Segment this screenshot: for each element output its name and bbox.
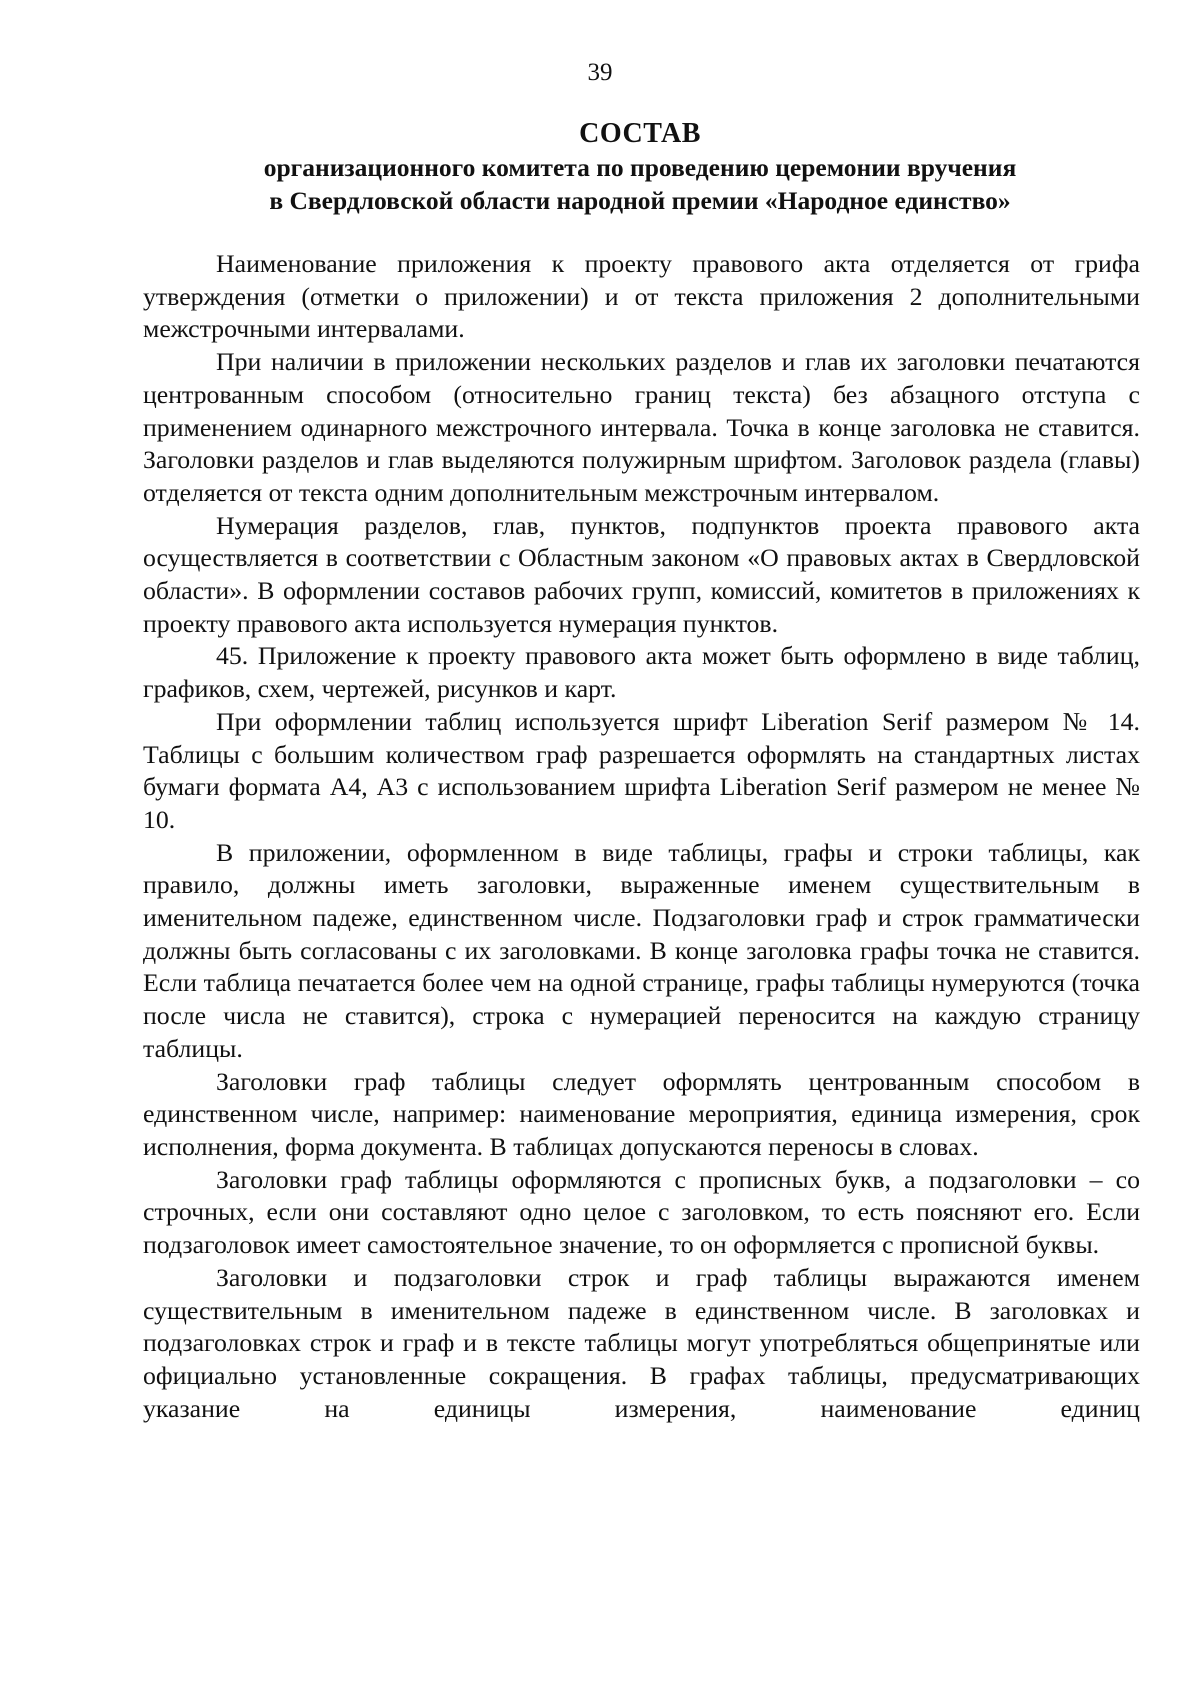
paragraph-continued: Заголовки и подзаголовки строк и граф таблицы выражаются именем существительным в именительном падеже в единственном числе. В заголовках и подзаголовках строк и граф и в тексте таблицы могут употребляться общепринятые или официально установленные сокращения. В графах таблицы, предусматривающих указание на единицы измерения, наименование единиц <box>143 1262 1140 1423</box>
body-text <box>143 248 1140 1425</box>
paragraph: 45. Приложение к проекту правового акта может быть оформлено в виде таблиц, графиков, схем, чертежей, рисунков и карт. <box>143 641 1140 704</box>
paragraph: Нумерация разделов, глав, пунктов, подпунктов проекта правового акта осуществляется в соответствии с Областным законом «О правовых актах в Свердловской области». В оформлении составов рабочих групп, комиссий, комитетов в приложениях к проекту правового акта используется нумерация пунктов. <box>143 510 1140 638</box>
paragraph: В приложении, оформленном в виде таблицы, графы и строки таблицы, как правило, должны иметь заголовки, выраженные именем существительным в именительном падеже, единственном числе. Подзаголовки граф и строк грамматически должны быть согласованы с их заголовками. В конце заголовка графы точка не ставится. Если таблица печатается более чем на одной странице, графы таблицы нумеруются (точка после числа не ставится), строка с нумерацией переносится на каждую страницу таблицы. <box>143 837 1140 1063</box>
paragraph: При оформлении таблиц используется шрифт Liberation Serif размером № 14. Таблицы с большим количеством граф разрешается оформлять на стандартных листах бумаги формата А4, А3 с использованием шрифта Liberation Serif размером не менее № 10. <box>143 706 1140 834</box>
document-heading <box>140 117 1140 217</box>
paragraph: При наличии в приложении нескольких разделов и глав их заголовки печатаются центрованным способом (относительно границ текста) без абзацного отступа с применением одинарного межстрочного интервала. Точка в конце заголовка не ставится. Заголовки разделов и глав выделяются полужирным шрифтом. Заголовок раздела (главы) отделяется от текста одним дополнительным межстрочным интервалом. <box>143 347 1140 507</box>
heading-subtitle-line-1: организационного комитета по проведению церемонии вручения <box>263 153 1017 182</box>
paragraph: Заголовки граф таблицы следует оформлять центрованным способом в единственном числе, например: наименование мероприятия, единица измерения, срок исполнения, форма документа. В таблицах допускаются переносы в словах. <box>143 1066 1140 1161</box>
heading-subtitle-line-2: в Свердловской области народной премии «Народное единство» <box>269 186 1011 215</box>
heading-title: СОСТАВ <box>579 118 701 149</box>
paragraph: Заголовки граф таблицы оформляются с прописных букв, а подзаголовки – со строчных, если они составляют одно целое с заголовком, то есть поясняют его. Если подзаголовок имеет самостоятельное значение, то он оформляется с прописной буквы. <box>143 1164 1140 1260</box>
page-number: 39 <box>587 59 613 86</box>
paragraph: Наименование приложения к проекту правового акта отделяется от грифа утверждения (отметки о приложении) и от текста приложения 2 дополнительными межстрочными интервалами. <box>143 249 1140 344</box>
